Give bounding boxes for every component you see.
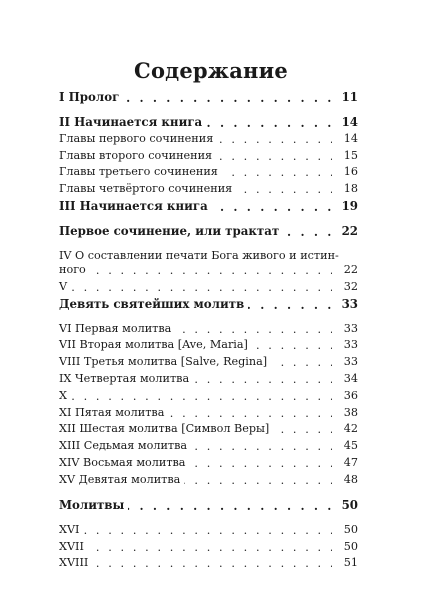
- toc-page-number: 48: [340, 473, 358, 487]
- toc-entry-chapters-fourth[interactable]: [59, 182, 358, 196]
- toc-entry-label: Молитвы: [59, 498, 128, 512]
- toc-entry-first-treatise[interactable]: [59, 224, 358, 238]
- toc-entry-label: X: [59, 389, 71, 402]
- toc-page-number: 14: [340, 132, 358, 146]
- toc-entry-label: III Начинается книга: [59, 199, 212, 213]
- toc-page-number: 14: [338, 115, 358, 129]
- toc-entry-prologue[interactable]: [59, 90, 358, 104]
- page-title: Содержание: [134, 58, 288, 83]
- toc-entry-xvii[interactable]: [59, 540, 358, 554]
- toc-entry-label: VI Первая молитва: [59, 322, 175, 335]
- toc-entry-ix[interactable]: [59, 372, 358, 386]
- toc-page-number: 32: [340, 280, 358, 294]
- toc-entry-xiii[interactable]: [59, 439, 358, 453]
- toc-entry-xi[interactable]: [59, 406, 358, 420]
- toc-entry-label: XV Девятая молитва: [59, 473, 184, 486]
- toc-entry-chapters-second[interactable]: [59, 149, 358, 163]
- toc-page-number: 22: [338, 224, 358, 238]
- toc-entry-x[interactable]: [59, 389, 358, 403]
- toc-entry-v[interactable]: [59, 280, 358, 294]
- toc-entry-label: XI Пятая молитва: [59, 406, 168, 419]
- toc-page-number: 18: [340, 182, 358, 196]
- toc-page-number: 38: [340, 406, 358, 420]
- toc-entry-vi[interactable]: [59, 322, 358, 336]
- toc-page-number: 15: [340, 149, 358, 163]
- toc-page-number: 33: [340, 355, 358, 369]
- toc-entry-label-line1: IV О составлении печати Бога живого и истин-: [59, 248, 339, 262]
- toc-entry-label: XVIII: [59, 556, 92, 569]
- toc-page-number: 33: [340, 322, 358, 336]
- toc-entry-label: XII Шестая молитва [Символ Веры]: [59, 422, 273, 435]
- toc-entry-label: XVII: [59, 540, 88, 553]
- toc-entry-label: V: [59, 280, 71, 293]
- toc-entry-label: Главы четвёртого сочинения: [59, 182, 236, 195]
- toc-page-number: 22: [340, 263, 358, 277]
- toc-entry-book-ii[interactable]: [59, 115, 358, 129]
- toc-entry-label: VIII Третья молитва [Salve, Regina]: [59, 355, 271, 368]
- toc-entry-label: Первое сочинение, или трактат: [59, 224, 283, 238]
- toc-entry-label: Главы первого сочинения: [59, 132, 217, 145]
- toc-entry-seal-composition[interactable]: [59, 249, 358, 277]
- toc-page-number: 51: [340, 556, 358, 570]
- toc-entry-label: XIV Восьмая молитва: [59, 456, 189, 469]
- toc-page-number: 33: [340, 338, 358, 352]
- toc-entry-label: XVI: [59, 523, 83, 536]
- toc-page-number: 50: [340, 540, 358, 554]
- toc-entry-label: Главы третьего сочинения: [59, 165, 222, 178]
- toc-entry-label: XIII Седьмая молитва: [59, 439, 191, 452]
- toc-entry-label: Девять святейших молитв: [59, 297, 248, 311]
- toc-entry-xv[interactable]: [59, 473, 358, 487]
- toc-entry-label: Главы второго сочинения: [59, 149, 216, 162]
- toc-entry-xvi[interactable]: [59, 523, 358, 537]
- toc-page-number: 36: [340, 389, 358, 403]
- toc-page-number: 50: [338, 498, 358, 512]
- toc-page-number: 45: [340, 439, 358, 453]
- toc-entry-vii[interactable]: [59, 338, 358, 352]
- toc-entry-chapters-first[interactable]: [59, 132, 358, 146]
- toc-page-number: 33: [338, 297, 358, 311]
- toc-entry-label: IX Четвертая молитва: [59, 372, 193, 385]
- toc-page-number: 19: [338, 199, 358, 213]
- toc-page-number: 50: [340, 523, 358, 537]
- toc-entry-chapters-third[interactable]: [59, 165, 358, 179]
- toc-page-number: 34: [340, 372, 358, 386]
- toc-page-number: 11: [338, 90, 358, 104]
- toc-page-number: 16: [340, 165, 358, 179]
- toc-entry-label-line2: ного: [59, 263, 90, 276]
- toc-entry-viii[interactable]: [59, 355, 358, 369]
- toc-list: [59, 90, 358, 573]
- toc-entry-prayers[interactable]: [59, 498, 358, 512]
- toc-entry-label: VII Вторая молитва [Ave, Maria]: [59, 338, 252, 351]
- toc-entry-label: I Пролог: [59, 90, 123, 104]
- toc-entry-xiv[interactable]: [59, 456, 358, 470]
- toc-entry-nine-prayers[interactable]: [59, 297, 358, 311]
- toc-entry-book-iii[interactable]: [59, 199, 358, 213]
- toc-entry-xii[interactable]: [59, 422, 358, 436]
- toc-page-number: 47: [340, 456, 358, 470]
- toc-page-number: 42: [340, 422, 358, 436]
- toc-entry-label: II Начинается книга: [59, 115, 206, 129]
- toc-entry-xviii[interactable]: [59, 556, 358, 570]
